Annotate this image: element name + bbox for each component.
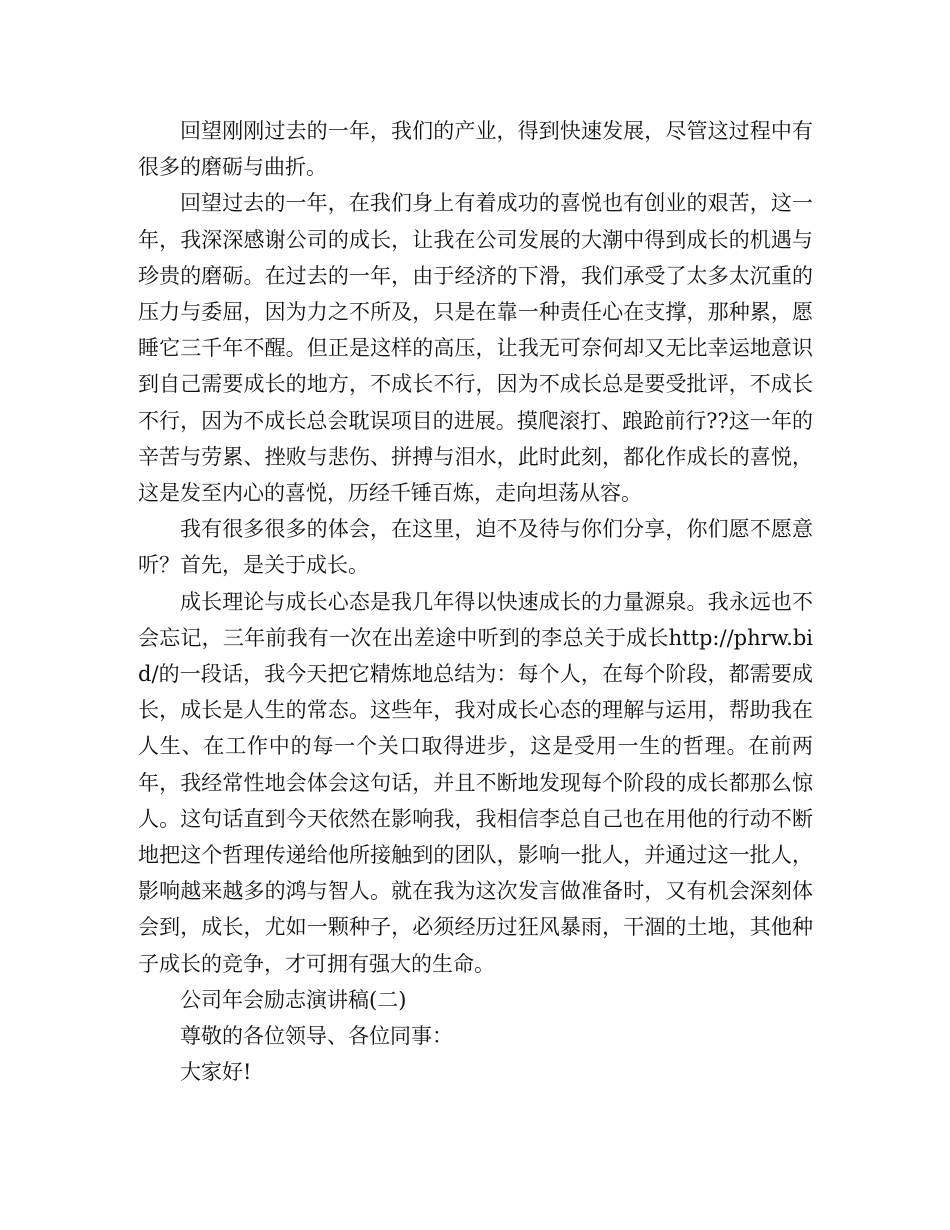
salutation: 尊敬的各位领导、各位同事：: [180, 1024, 453, 1049]
document-body: [138, 113, 813, 1090]
paragraph-sharing: 我有很多很多的体会，在这里，迫不及待与你们分享，你们愿不愿意听？首先，是关于成长。: [138, 517, 813, 578]
paragraph-intro: 回望刚刚过去的一年，我们的产业，得到快速发展，尽管这过程中有很多的磨砺与曲折。: [138, 119, 813, 180]
paragraph-growth: 成长理论与成长心态是我几年得以快速成长的力量源泉。我永远也不会忘记，三年前我有一次在出差途中听到的李总关于成长http://phrw.bid/的一段话，我今天把它精炼地总结为：每个人，在每个阶段，都需要成长，成长是人生的常态。这些年，我对成长心态的理解与运用，帮助我在人生、在工作中的每一个关口取得进步，这是受用一生的哲理。在前两年，我经常性地会体会这句话，并且不断地发现每个阶段的成长都那么惊人。这句话直到今天依然在影响我，我相信李总自己也在用他的行动不断地把这个哲理传递给他所接触到的团队，影响一批人，并通过这一批人，影响越来越多的鸿与智人。就在我为这次发言做准备时，又有机会深刻体会到，成长，尤如一颗种子，必须经历过狂风暴雨，干涸的土地，其他种子成长的竞争，才可拥有强大的生命。: [138, 589, 813, 976]
paragraph-reflection: 回望过去的一年，在我们身上有着成功的喜悦也有创业的艰苦，这一年，我深深感谢公司的成长，让我在公司发展的大潮中得到成长的机遇与珍贵的磨砺。在过去的一年，由于经济的下滑，我们承受了太多太沉重的压力与委屈，因为力之不所及，只是在靠一种责任心在支撑，那种累，愿睡它三千年不醒。但正是这样的高压，让我无可奈何却又无比幸运地意识到自己需要成长的地方，不成长不行，因为不成长总是要受批评，不成长不行，因为不成长总会耽误项目的进展。摸爬滚打、踉跄前行??这一年的辛苦与劳累、挫败与悲伤、拼搏与泪水，此时此刻，都化作成长的喜悦，这是发至内心的喜悦，历经千锤百炼，走向坦荡从容。: [138, 191, 813, 506]
greeting: 大家好!: [180, 1060, 252, 1085]
section-heading: 公司年会励志演讲稿(二): [180, 987, 407, 1012]
